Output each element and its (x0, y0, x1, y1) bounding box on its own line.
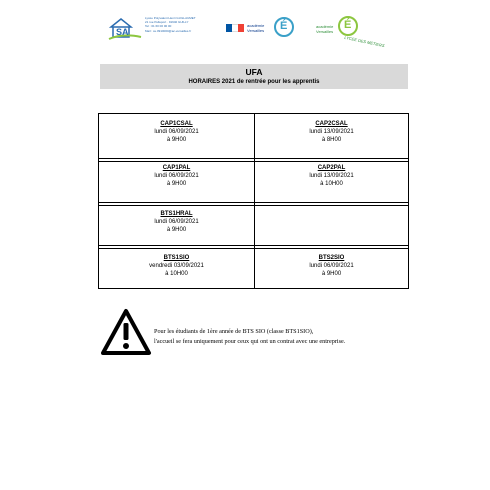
page-subtitle: HORAIRES 2021 de rentrée pour les apprentis (188, 79, 320, 85)
french-flag-icon (226, 24, 244, 32)
academy-logo (226, 16, 292, 42)
school-emblem-icon (107, 13, 145, 43)
lycee-des-metiers-e-icon (338, 16, 358, 36)
notice-line: Pour les étudiants de 1ère année de BTS SIO (classe BTS1SIO), (154, 328, 314, 335)
school-logo-line: 21 rue Pelleport · 91940 GUILLY (145, 20, 189, 25)
schedule-cell (99, 254, 254, 278)
class-name: CAP2PAL (317, 165, 346, 171)
school-logo (107, 13, 219, 43)
warning-icon (100, 308, 152, 356)
school-logo-line: Lycée Polyvalent Henri GUILLAUMET (145, 16, 196, 20)
table-divider (99, 158, 408, 162)
class-date: lundi 13/09/2021 (309, 129, 354, 135)
academy-logo-text: académie Versailles (247, 23, 265, 33)
school-logo-line: Mail : ce.0910000@ac-versailles.fr (145, 28, 192, 33)
class-date: lundi 13/09/2021 (309, 173, 354, 179)
schedule-cell (99, 164, 254, 188)
schedule-cell (99, 210, 254, 234)
education-nationale-e-icon (274, 17, 294, 37)
class-name: CAP1CSAL (160, 121, 193, 127)
class-time: à 9H00 (166, 137, 187, 143)
class-date: lundi 06/09/2021 (154, 173, 199, 179)
class-date: vendredi 03/09/2021 (149, 263, 204, 269)
svg-text:SA: SA (116, 27, 129, 37)
page-title: UFA (245, 67, 263, 77)
class-time: à 10H00 (320, 181, 343, 187)
schedule-cell (254, 254, 409, 278)
class-name: CAP1PAL (162, 165, 191, 171)
class-time: à 8H00 (321, 137, 342, 143)
class-name: BTS1SIO (163, 255, 190, 261)
lycee-metiers-logo (316, 13, 386, 47)
class-name: CAP2CSAL (315, 121, 348, 127)
schedule-cell (254, 120, 409, 144)
schedule-cell (99, 120, 254, 144)
school-logo-line: Tel : 01 60 00 00 00 (145, 24, 172, 29)
class-time: à 10H00 (165, 271, 188, 277)
schedule-cell (254, 164, 409, 188)
academy-logo-text: académie Versailles (316, 24, 334, 34)
table-divider (99, 202, 408, 206)
class-date: lundi 06/09/2021 (309, 263, 354, 269)
class-date: lundi 06/09/2021 (154, 219, 199, 225)
class-name: BTS2SIO (318, 255, 345, 261)
class-name: BTS1HRAL (160, 211, 193, 217)
class-date: lundi 06/09/2021 (154, 129, 199, 135)
schedule-table (98, 113, 409, 289)
class-time: à 9H00 (321, 271, 342, 277)
notice-line: l'accueil se fera uniquement pour ceux qui ont un contrat avec une entreprise. (154, 338, 346, 345)
notice-text (154, 327, 345, 347)
class-time: à 9H00 (166, 181, 187, 187)
class-time: à 9H00 (166, 227, 187, 233)
table-divider (99, 245, 408, 249)
lycee-des-metiers-label: LYCÉE DES MÉTIERS (343, 34, 386, 49)
title-banner (100, 64, 408, 89)
